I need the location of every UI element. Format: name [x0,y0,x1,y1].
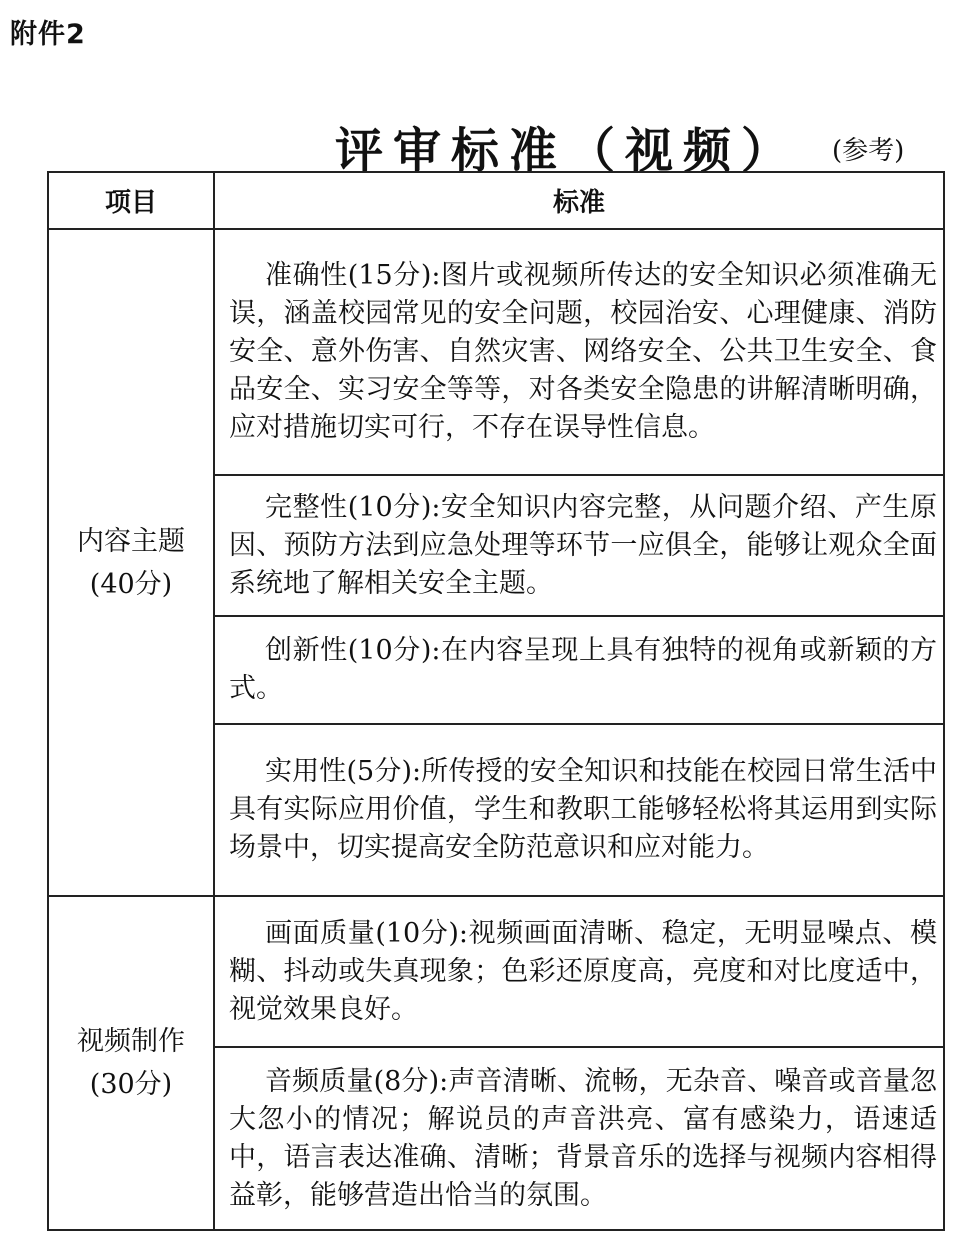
criterion-cell: 准确性(15分):图片或视频所传达的安全知识必须准确无误，涵盖校园常见的安全问题，校园治安、心理健康、消防安全、意外伤害、自然灾害、网络安全、公共卫生安全、食品安全、实习安全等等，对各类安全隐患的讲解清晰明确，应对措施切实可行，不存在误导性信息。 [214,229,944,475]
criterion-cell: 完整性(10分):安全知识内容完整，从问题介绍、产生原因、预防方法到应急处理等环节一应俱全，能够让观众全面系统地了解相关安全主题。 [214,475,944,616]
header-item: 项目 [48,172,214,229]
category-score: (40分) [89,568,173,600]
category-cell [48,896,214,1230]
page-subtitle: (参考) [832,136,905,166]
criterion-cell: 创新性(10分):在内容呈现上具有独特的视角或新颖的方式。 [214,616,944,724]
criterion-cell: 画面质量(10分):视频画面清晰、稳定，无明显噪点、模糊、抖动或失真现象；色彩还原度高，亮度和对比度适中，视觉效果良好。 [214,896,944,1047]
category-name: 视频制作 [77,1026,185,1057]
criterion-cell: 音频质量(8分):声音清晰、流畅，无杂音、噪音或音量忽大忽小的情况；解说员的声音洪亮、富有感染力，语速适中，语言表达准确、清晰；背景音乐的选择与视频内容相得益彰，能够营造出恰当的氛围。 [214,1047,944,1230]
category-score: (30分) [89,1069,173,1100]
attachment-label: 附件2 [10,19,86,50]
category-cell [48,229,214,896]
criteria-table [47,171,945,1231]
title-row [0,112,960,179]
table-row [48,896,944,1047]
header-standard: 标准 [214,172,944,229]
criterion-cell: 实用性(5分):所传授的安全知识和技能在校园日常生活中具有实际应用价值，学生和教职工能够轻松将其运用到实际场景中，切实提高安全防范意识和应对能力。 [214,724,944,896]
page-title: 评审标准（视频） [335,123,800,179]
table-row [48,229,944,475]
category-name: 内容主题 [77,525,185,557]
table-header-row [48,172,944,229]
